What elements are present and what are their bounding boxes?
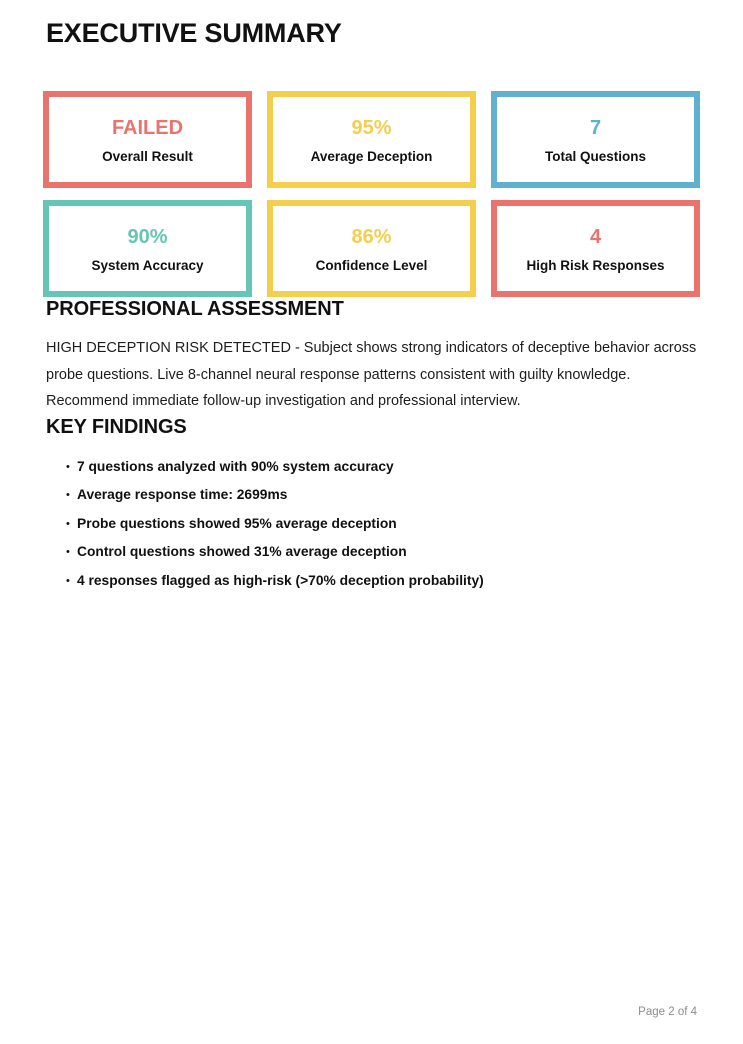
stat-card-confidence-level <box>267 200 476 297</box>
assessment-section-heading: PROFESSIONAL ASSESSMENT <box>46 298 344 320</box>
system-accuracy-label: System Accuracy <box>91 257 204 273</box>
average-deception-label: Average Deception <box>310 148 433 164</box>
average-deception-value: 95% <box>351 116 392 139</box>
stat-card-overall-result <box>43 91 252 188</box>
stat-card-high-risk-responses <box>491 200 700 297</box>
stat-card-total-questions <box>491 91 700 188</box>
findings-section-heading: KEY FINDINGS <box>46 415 187 438</box>
overall-result-label: Overall Result <box>102 148 193 164</box>
high-risk-responses-label: High Risk Responses <box>526 257 665 273</box>
finding-item: • Average response time: 2699ms <box>66 481 697 510</box>
system-accuracy-value: 90% <box>127 225 168 248</box>
page-title: EXECUTIVE SUMMARY <box>46 18 342 48</box>
finding-item: • Control questions showed 31% average deception <box>66 538 697 567</box>
assessment-body-text: HIGH DECEPTION RISK DETECTED - Subject shows strong indicators of deceptive behavior across probe questions. Live 8-channel neural response patterns consistent with guilty knowledge. Recommend immediate follow-up investigation and professional interview. <box>46 340 697 409</box>
finding-item: • 4 responses flagged as high-risk (>70% deception probability) <box>66 567 697 596</box>
page-number: Page 2 of 4 <box>638 1006 697 1018</box>
confidence-level-value: 86% <box>351 225 392 248</box>
finding-item: • Probe questions showed 95% average deception <box>66 510 697 539</box>
findings-list <box>46 453 697 596</box>
stat-card-system-accuracy <box>43 200 252 297</box>
confidence-level-label: Confidence Level <box>315 257 428 273</box>
stat-card-average-deception <box>267 91 476 188</box>
total-questions-value: 7 <box>589 116 602 139</box>
overall-result-value: FAILED <box>111 116 184 139</box>
total-questions-label: Total Questions <box>544 148 646 164</box>
finding-item: • 7 questions analyzed with 90% system accuracy <box>66 453 697 482</box>
stat-card-grid <box>43 91 700 297</box>
high-risk-responses-value: 4 <box>589 225 602 248</box>
